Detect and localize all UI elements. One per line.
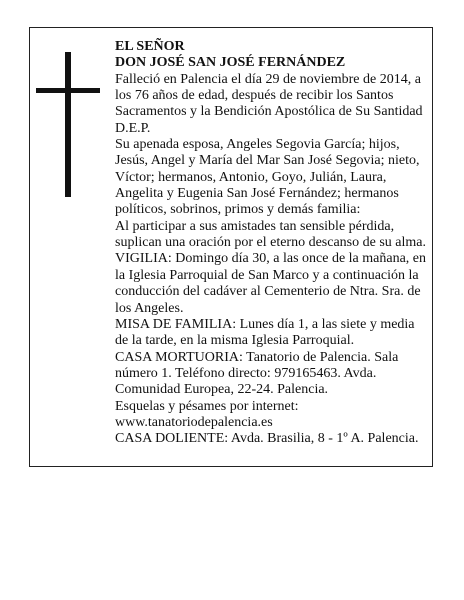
obituary-text [115, 39, 427, 448]
family-mass-info: MISA DE FAMILIA: Lunes día 1, a las siete y media de la tarde, en la misma Iglesia Parroquial. [115, 316, 415, 349]
cross-horizontal-bar [36, 88, 100, 93]
notice-title: EL SEÑOR [115, 39, 185, 54]
death-announcement: Falleció en Palencia el día 29 de noviembre de 2014, a los 76 años de edad, después de recibir los Santos Sacramentos y la Bendición Apostólica de Su Santidad D.E.P. [115, 71, 423, 136]
deceased-name: DON JOSÉ SAN JOSÉ FERNÁNDEZ [115, 55, 346, 71]
funeral-home-info: CASA MORTUORIA: Tanatorio de Palencia. Sala número 1. Teléfono directo: 979165463. Avda. Comunidad Europea, 22-24. Palencia. [115, 349, 399, 398]
funeral-home-website: www.tanatoriodepalencia.es [115, 414, 273, 430]
prayer-request: Al participar a sus amistades tan sensible pérdida, suplican una oración por el eterno descanso de su alma. [115, 218, 427, 251]
family-home-address: CASA DOLIENTE: Avda. Brasilia, 8 - 1º A. Palencia. [115, 431, 419, 447]
family-list: Su apenada esposa, Angeles Segovia García; hijos, Jesús, Angel y María del Mar San José Segovia; nieto, Víctor; hermanos, Antonio, Goyo, Julián, Laura, Angelita y Eugenia San José Fernández; hermanos políticos, sobrinos, primos y demás familia: [115, 137, 420, 218]
cross-icon [36, 52, 100, 197]
vigil-info: VIGILIA: Domingo día 30, a las once de la mañana, en la Iglesia Parroquial de San Marco y a continuación la conducción del cadáver al Cementerio de Ntra. Sra. de los Angeles. [115, 251, 427, 316]
cross-vertical-bar [65, 52, 71, 197]
internet-condolences-label: Esquelas y pésames por internet: [115, 398, 299, 414]
